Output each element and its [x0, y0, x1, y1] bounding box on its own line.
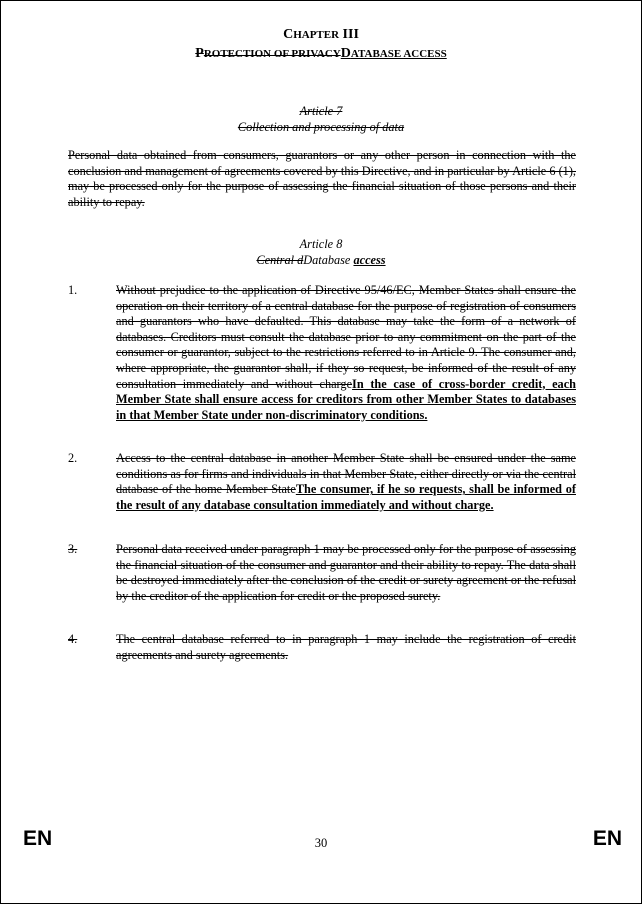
article-8-sub-text: Database — [303, 253, 354, 267]
item-body — [116, 542, 576, 604]
item-deleted-text: The central database referred to in paragraph 1 may include the registration of credit agreements and surety agreements. — [116, 632, 576, 662]
article-8-item-2 — [68, 451, 576, 513]
chapter-initial: C — [283, 27, 294, 42]
item-body — [116, 632, 576, 663]
item-number: 1. — [68, 283, 78, 297]
chapter-subtitle — [1, 46, 641, 62]
chapter-title — [1, 27, 641, 43]
subtitle-deleted — [195, 46, 340, 61]
subtitle-deleted-initial: P — [195, 46, 204, 61]
article-8-item-4 — [68, 632, 576, 663]
article-8-sub-inserted: access — [353, 253, 386, 267]
article-8-item-1 — [68, 283, 576, 423]
chapter-word: HAPTER — [293, 29, 340, 41]
subtitle-inserted-initial: D — [340, 46, 351, 61]
article-7-subheading: Collection and processing of data — [237, 120, 405, 134]
item-number: 2. — [68, 451, 78, 465]
item-inserted-text: The consumer, if he so requests, shall be informed of the result of any database consultation immediately and without charge. — [116, 482, 576, 512]
article-8-subheading — [1, 253, 641, 268]
article-8-item-3 — [68, 542, 576, 604]
language-code-left: EN — [23, 827, 53, 850]
item-number: 4. — [68, 632, 78, 646]
article-7-text: Personal data obtained from consumers, guarantors or any other person in connection with the conclusion and management of agreements covered by this Directive, and in particular by Article 6 (1), may be processed only for the purpose of assessing the financial situation of those persons and their ability to repay. — [68, 148, 576, 209]
page-number: 30 — [314, 836, 328, 850]
article-7-heading: Article 7 — [299, 104, 343, 118]
item-body — [116, 451, 576, 513]
item-deleted-text: Personal data received under paragraph 1 may be processed only for the purpose of assessing the financial situation of the consumer and guarantor and their ability to repay. The data shall be destroyed immediately after the conclusion of the credit or surety agreement or the refusal by the creditor of the application for credit or the proposed surety. — [116, 542, 576, 603]
article-8-sub-deleted: Central d — [256, 253, 304, 267]
item-body — [116, 283, 576, 423]
chapter-number: III — [339, 27, 359, 42]
article-8-heading: Article 8 — [299, 237, 343, 251]
item-inserted-text: In the case of cross-border credit, each Member State shall ensure access for creditors from other Member States to databases in that Member State under non-discriminatory conditions. — [116, 376, 576, 422]
subtitle-inserted-rest: ATABASE ACCESS — [350, 48, 447, 60]
subtitle-inserted — [341, 46, 447, 61]
language-code-right: EN — [592, 827, 622, 850]
item-number: 3. — [68, 542, 78, 556]
item-deleted-text: Access to the central database in another Member State shall be ensured under the same conditions as for firms and individuals in that Member State, either directly or via the central database of the home Member State — [116, 451, 576, 497]
item-deleted-text: Without prejudice to the application of Directive 95/46/EC, Member States shall ensure the operation on their territory of a central database for the purpose of registration of consumers and guarantors who have defaulted. This database may take the form of a network of databases. Creditors must consult the database prior to any commitment on the part of the consumer or guarantor, subject to the restrictions referred to in Article 9. The consumer and, where appropriate, the guarantor shall, if they so request, be informed of the result of any consultation immediately and without charge — [116, 283, 576, 391]
subtitle-deleted-rest: ROTECTION OF PRIVACY — [203, 48, 341, 60]
